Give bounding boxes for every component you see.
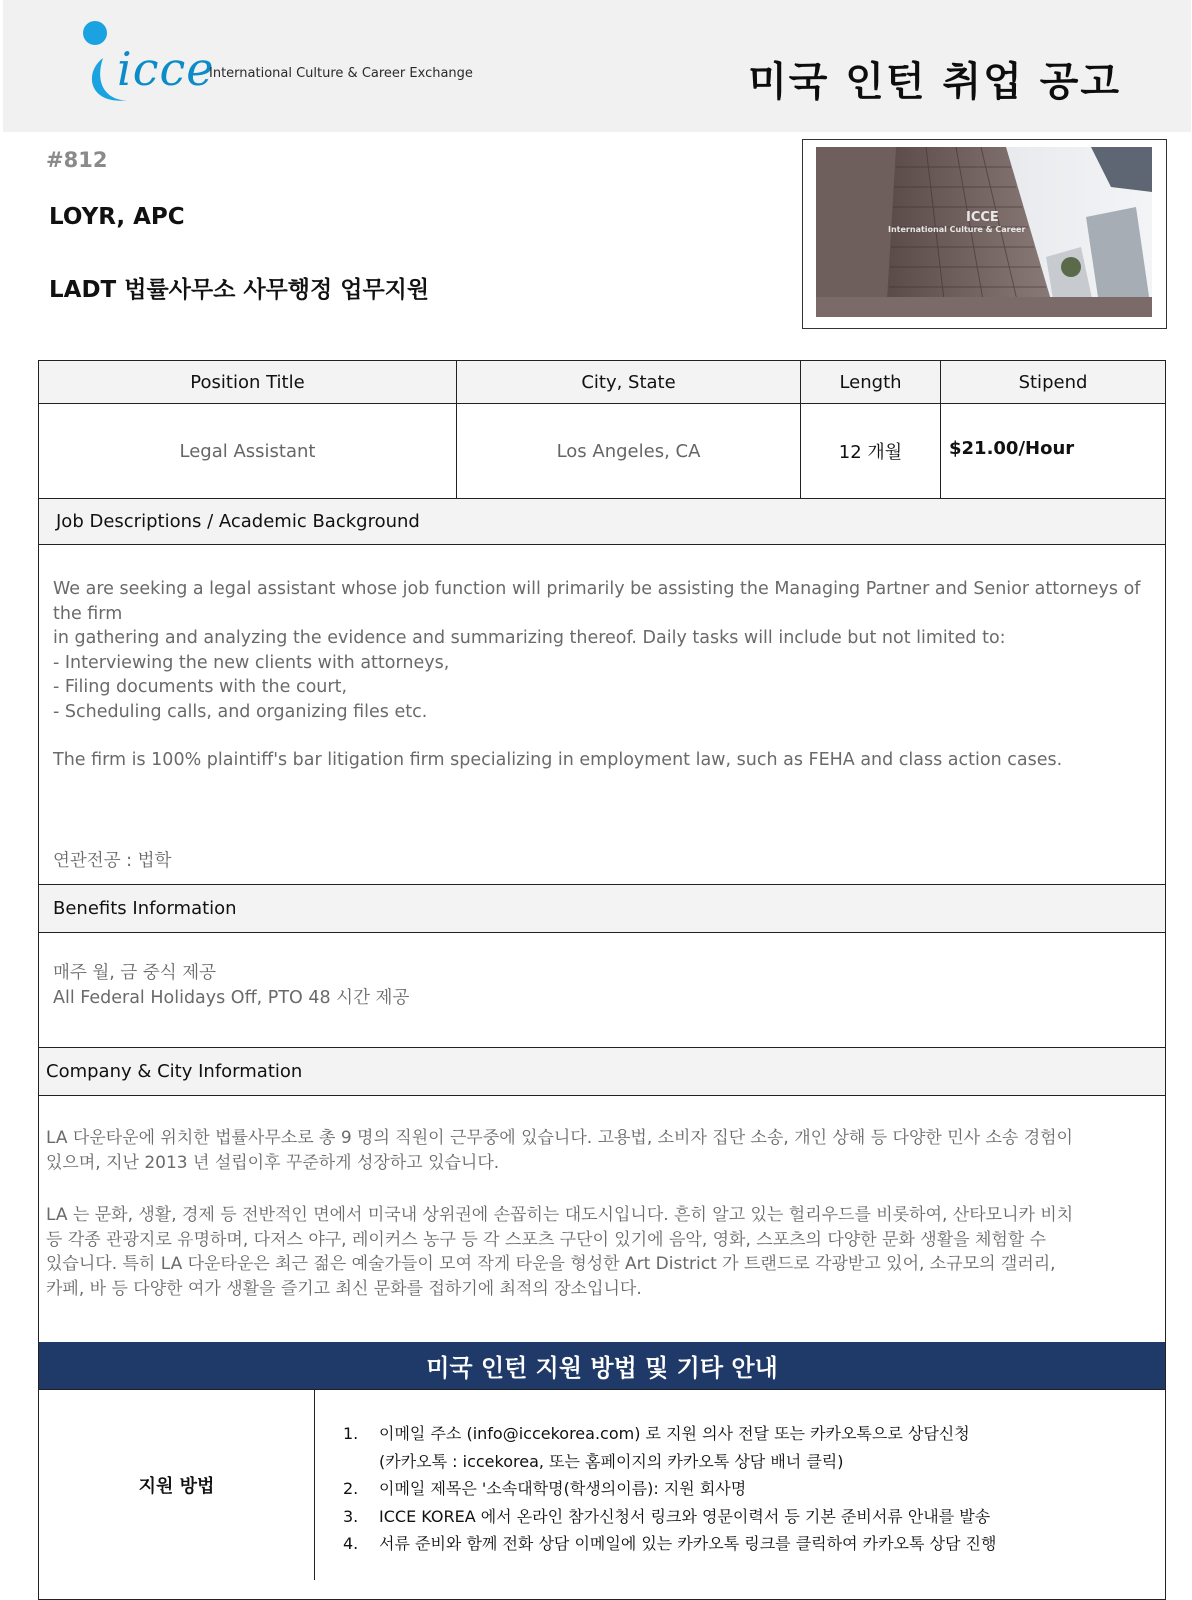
job-description-body: [39, 545, 1165, 885]
office-photo-frame: [802, 139, 1167, 329]
city-line: 카페, 바 등 다양한 여가 생활을 즐기고 최신 문화를 접하기에 최적의 장소입니다.: [46, 1278, 642, 1299]
apply-step: [343, 1503, 996, 1531]
header-city-state: City, State: [457, 361, 801, 404]
firm-description: The firm is 100% plaintiff's bar litigation firm specializing in employment law, such as FEHA and class action cases.: [53, 750, 1063, 770]
summary-header-row: [39, 361, 1165, 404]
apply-heading: 미국 인턴 지원 방법 및 기타 안내: [39, 1342, 1165, 1390]
company-line: LA 다운타운에 위치한 법률사무소로 총 9 명의 직원이 근무중에 있습니다. 고용법, 소비자 집단 소송, 개인 상해 등 다양한 민사 소송 경험이: [46, 1128, 1073, 1148]
related-major: 연관전공 : 법학: [53, 850, 172, 871]
header-stipend: Stipend: [941, 361, 1165, 404]
header-title: 미국 인턴 취업 공고: [748, 59, 1121, 105]
company-city-body: [39, 1096, 1165, 1342]
header-position-title: Position Title: [39, 361, 457, 404]
benefit-line: 매주 월, 금 중식 제공: [53, 963, 217, 983]
posting-number: #812: [46, 148, 108, 172]
job-title: LADT 법률사무소 사무행정 업무지원: [49, 277, 430, 303]
step-text: 서류 준비와 함께 전화 상담 이메일에 있는 카카오톡 링크를 클릭하여 카카오톡 상담 진행: [379, 1534, 997, 1553]
value-stipend: $21.00/Hour: [941, 404, 1165, 499]
company-name: LOYR, APC: [49, 204, 185, 230]
job-description-heading: Job Descriptions / Academic Background: [39, 499, 1165, 545]
city-line: 있습니다. 특히 LA 다운타운은 최근 젊은 예술가들이 모여 작게 타운을 형성한 Art District 가 트랜드로 각광받고 있어, 소규모의 갤러리,: [46, 1254, 1056, 1274]
city-line: LA 는 문화, 생활, 경제 등 전반적인 면에서 미국내 상위권에 손꼽히는 대도시입니다. 흔히 알고 있는 헐리우드를 비롯하여, 산타모니카 비치: [46, 1205, 1074, 1225]
job-line: - Filing documents with the court,: [53, 677, 348, 697]
step-text: ICCE KOREA 에서 온라인 참가신청서 링크와 영문이력서 등 기본 준비서류 안내를 발송: [379, 1506, 991, 1526]
step-number: 4.: [343, 1534, 359, 1553]
apply-label: 지원 방법: [39, 1390, 315, 1580]
step-subtext: (카카오톡 : iccekorea, 또는 홈페이지의 카카오톡 상담 배너 클릭): [379, 1451, 844, 1471]
apply-step: [343, 1475, 996, 1503]
step-text: 이메일 제목은 '소속대학명(학생의이름): 지원 회사명: [379, 1479, 747, 1498]
summary-value-row: [39, 404, 1165, 499]
step-number: 3.: [343, 1506, 359, 1526]
logo-wordmark: icce: [117, 42, 215, 96]
step-number: 1.: [343, 1424, 359, 1443]
job-line: We are seeking a legal assistant whose job function will primarily be assisting the Managing Partner and Senior attorneys of the firm: [53, 579, 1141, 624]
job-line: in gathering and analyzing the evidence and summarizing thereof. Daily tasks will include but not limited to:: [53, 628, 1006, 648]
value-city-state: Los Angeles, CA: [457, 404, 801, 499]
photo-watermark: ICCE: [966, 210, 999, 225]
value-position-title: Legal Assistant: [39, 404, 457, 499]
page-header: [3, 0, 1191, 132]
city-line: 등 각종 관광지로 유명하며, 다저스 야구, 레이커스 농구 등 각 스포츠 구단이 있기에 음악, 영화, 스포츠의 다양한 문화 생활을 체험할 수: [46, 1229, 1047, 1250]
benefits-heading: Benefits Information: [39, 885, 1165, 933]
apply-steps: [315, 1390, 996, 1580]
benefits-body: [39, 933, 1165, 1048]
step-text: 이메일 주소 (info@iccekorea.com) 로 지원 의사 전달 또는 카카오톡으로 상담신청: [379, 1424, 970, 1443]
header-length: Length: [801, 361, 941, 404]
value-length: 12 개월: [801, 404, 941, 499]
company-city-heading: Company & City Information: [39, 1048, 1165, 1096]
company-line: 있으며, 지난 2013 년 설립이후 꾸준하게 성장하고 있습니다.: [46, 1152, 500, 1173]
job-line: - Scheduling calls, and organizing files etc.: [53, 701, 428, 722]
job-line: - Interviewing the new clients with attorneys,: [53, 652, 450, 673]
step-number: 2.: [343, 1479, 359, 1498]
posting-table: [38, 360, 1166, 1600]
photo-watermark-sub: International Culture & Career: [888, 225, 1026, 234]
office-building-photo: [816, 147, 1152, 317]
logo-tagline: International Culture & Career Exchange: [209, 66, 473, 81]
apply-step: [343, 1420, 996, 1448]
icce-logo: [81, 18, 501, 108]
apply-step: [343, 1530, 996, 1558]
benefit-line: All Federal Holidays Off, PTO 48 시간 제공: [53, 987, 410, 1008]
apply-row: [39, 1390, 1165, 1580]
